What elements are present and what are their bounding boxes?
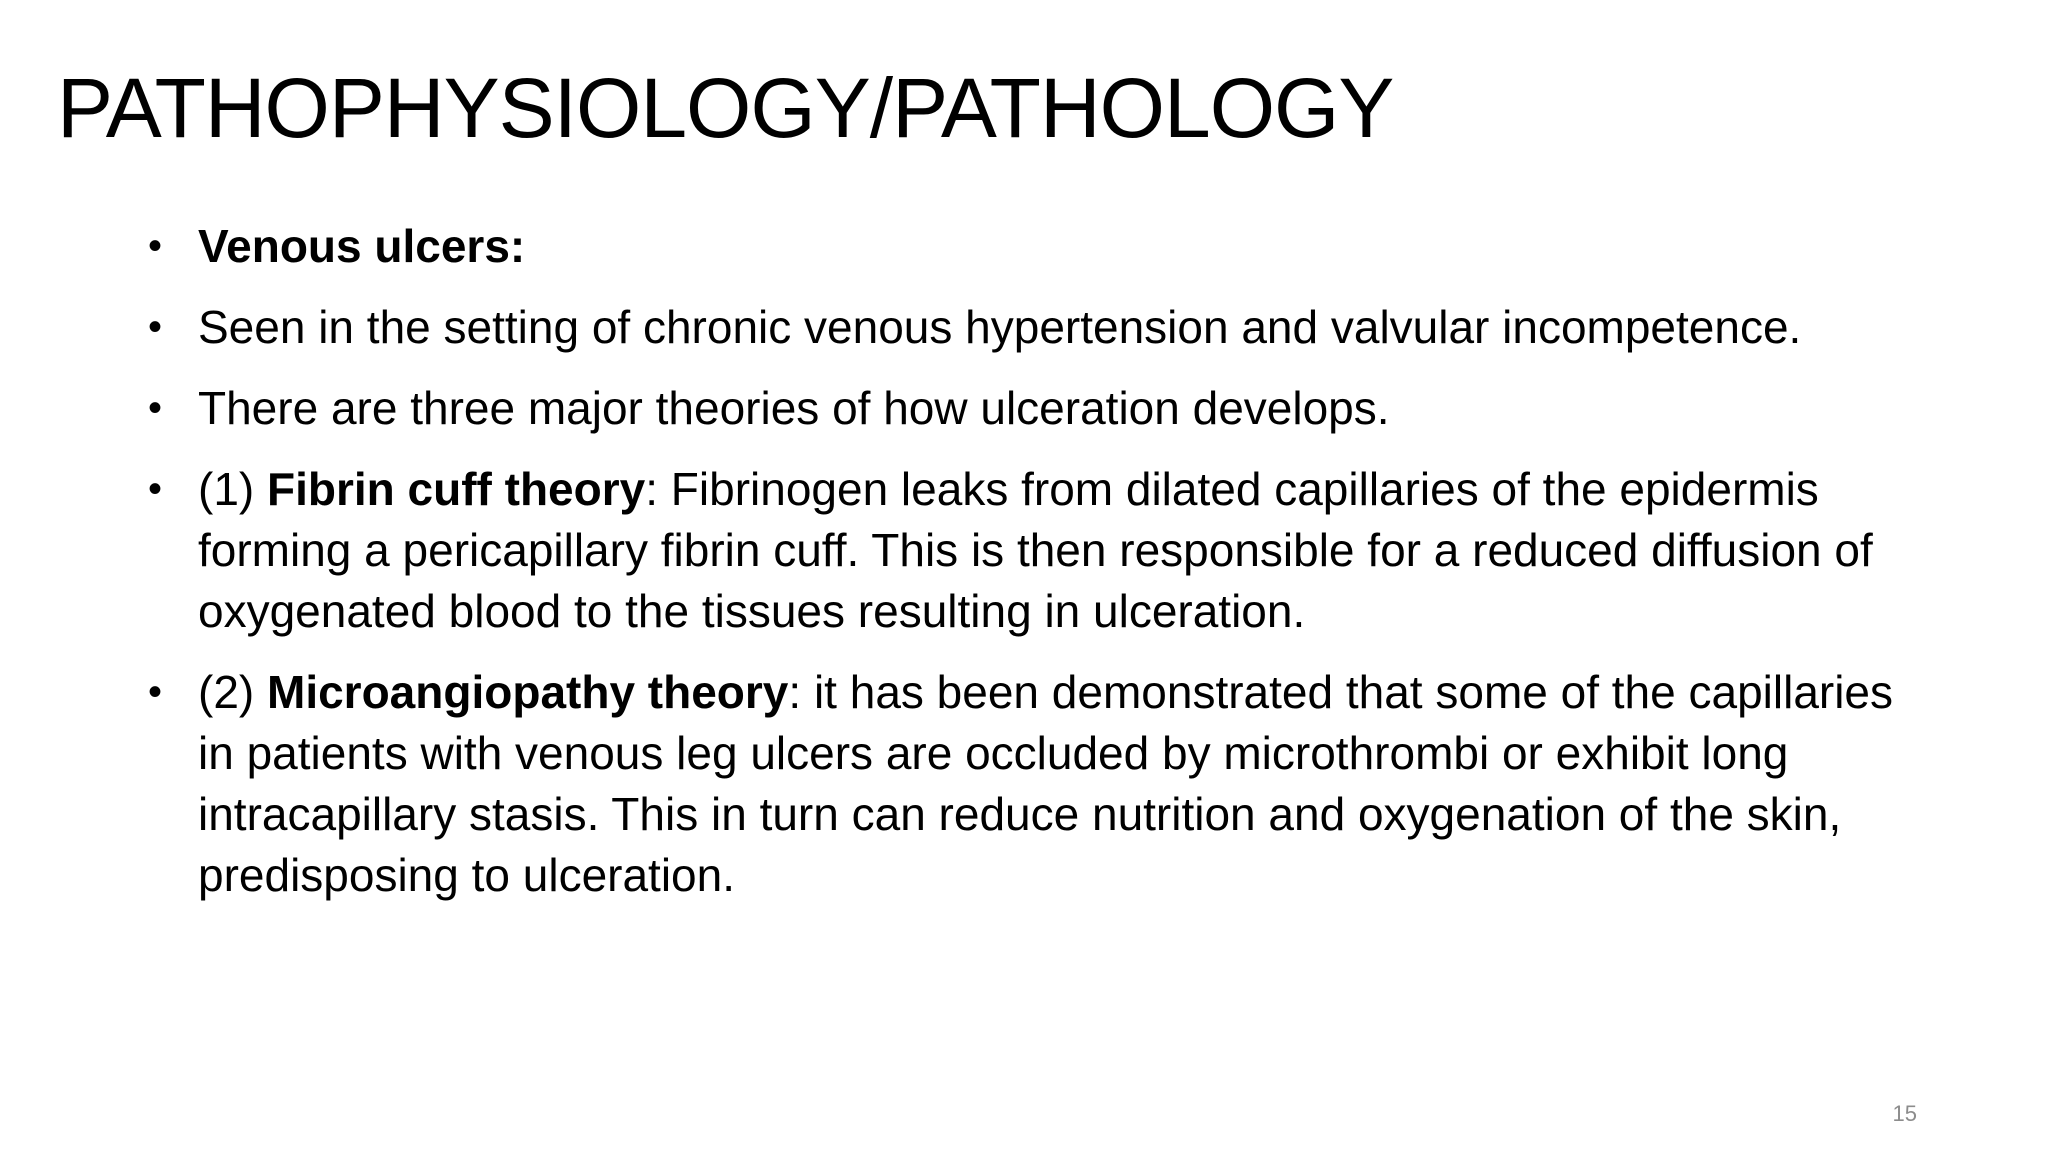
bullet-microangiopathy-theory	[148, 662, 1938, 906]
bullet-icon: •	[148, 670, 163, 714]
bullet-text: Seen in the setting of chronic venous hypertension and valvular incompetence.	[198, 301, 1802, 353]
bullet-prefix: (2)	[198, 666, 267, 718]
bullet-three-theories	[148, 378, 1938, 439]
slide-page-number: 15	[1892, 1101, 1917, 1126]
slide-title: PATHOPHYSIOLOGY/PATHOLOGY	[57, 61, 1394, 155]
bullet-list	[148, 216, 1938, 926]
bullet-icon: •	[148, 305, 163, 349]
bullet-text	[198, 216, 1938, 277]
bullet-text: There are three major theories of how ulceration develops.	[198, 382, 1390, 434]
bullet-fibrin-cuff-theory	[148, 459, 1938, 642]
bullet-prefix: (1)	[198, 463, 267, 515]
bullet-description: : it has been demonstrated that some of the capillaries in patients with venous leg ulcers are occluded by microthrombi or exhibit long intracapillary stasis. This in turn can reduce nutrition and oxygenation of the skin, predisposing to ulceration.	[198, 666, 1894, 901]
bullet-icon: •	[148, 386, 163, 430]
bullet-venous-hypertension	[148, 297, 1938, 358]
bullet-term: Microangiopathy theory	[267, 666, 789, 718]
bullet-description: : Fibrinogen leaks from dilated capillaries of the epidermis forming a pericapillary fibrin cuff. This is then responsible for a reduced diffusion of oxygenated blood to the tissues resulting in ulceration.	[198, 463, 1873, 637]
bullet-term: Fibrin cuff theory	[267, 463, 646, 515]
bullet-venous-ulcers	[148, 216, 1938, 277]
bullet-heading: Venous ulcers:	[198, 220, 526, 272]
bullet-icon: •	[148, 467, 163, 511]
bullet-text	[198, 459, 1938, 642]
bullet-text	[198, 662, 1938, 906]
bullet-icon: •	[148, 224, 163, 268]
